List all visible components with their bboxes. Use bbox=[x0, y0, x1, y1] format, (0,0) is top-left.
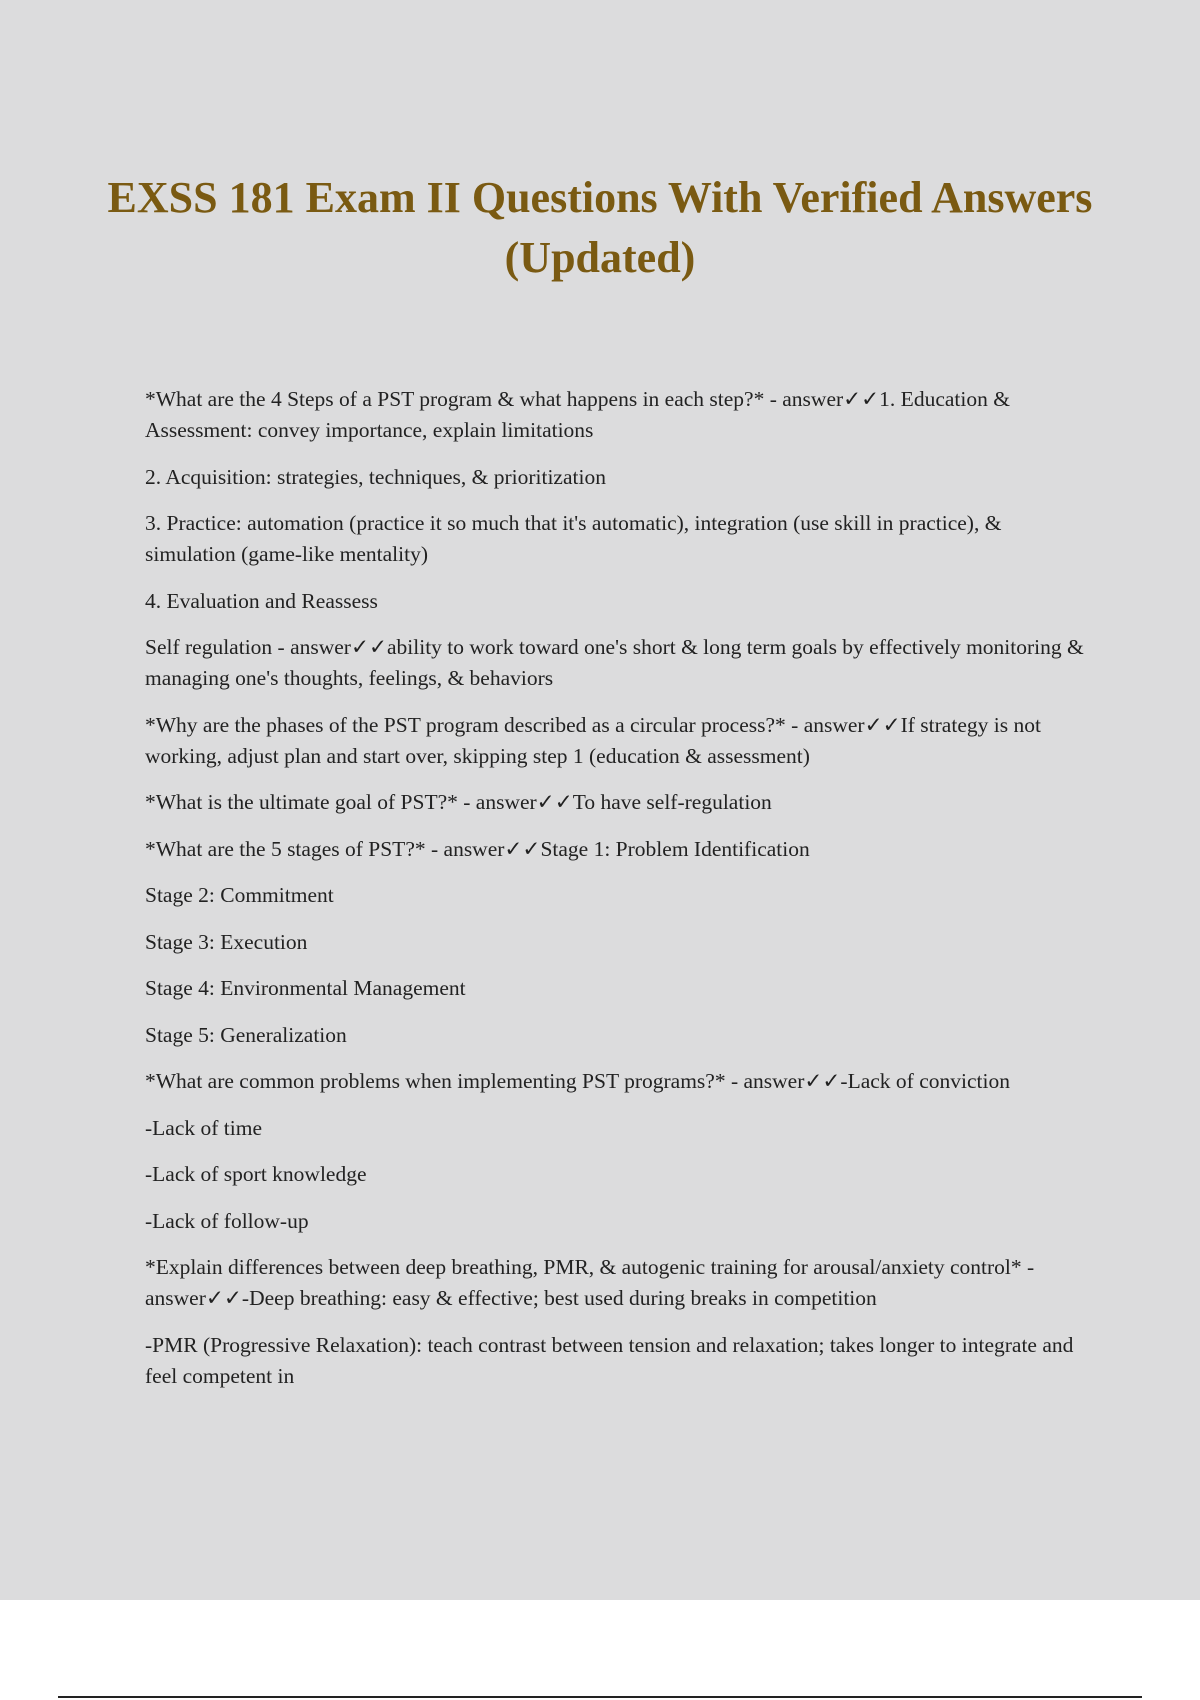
paragraph-8: *What are the 5 stages of PST?* - answer✓✓Stage 1: Problem Identification bbox=[145, 836, 810, 861]
document-body bbox=[145, 384, 1090, 1407]
paragraph-13: *What are common problems when implementing PST programs?* - answer✓✓-Lack of conviction bbox=[145, 1069, 1010, 1093]
paragraph-2: 2. Acquisition: strategies, techniques, & prioritization bbox=[145, 464, 606, 489]
document-title: EXSS 181 Exam II Questions With Verified Answers (Updated) bbox=[107, 173, 1093, 282]
paragraph-18: -PMR (Progressive Relaxation): teach contrast between tension and relaxation; takes longer to integrate and feel competent in bbox=[145, 1332, 1074, 1388]
paragraph-14: -Lack of time bbox=[145, 1115, 263, 1140]
paragraph-10: Stage 3: Execution bbox=[145, 929, 308, 954]
paragraph-11: Stage 4: Environmental Management bbox=[145, 976, 466, 1000]
paragraph-15: -Lack of sport knowledge bbox=[145, 1162, 367, 1186]
paragraph-1: *What are the 4 Steps of a PST program & what happens in each step?* - answer✓✓1. Education & Assessment: convey importance, explain limitations bbox=[145, 387, 1010, 442]
paragraph-9: Stage 2: Commitment bbox=[145, 883, 334, 907]
footer-divider bbox=[58, 1696, 1142, 1698]
paragraph-3: 3. Practice: automation (practice it so much that it's automatic), integration (use skill in practice), & simulation (game-like mentality) bbox=[145, 511, 1002, 566]
paragraph-7: *What is the ultimate goal of PST?* - answer✓✓To have self-regulation bbox=[145, 790, 772, 814]
paragraph-4: 4. Evaluation and Reassess bbox=[145, 588, 378, 613]
paragraph-12: Stage 5: Generalization bbox=[145, 1022, 347, 1047]
paragraph-17: *Explain differences between deep breathing, PMR, & autogenic training for arousal/anxiety control* - answer✓✓-Deep breathing: easy & effective; best used during breaks in competition bbox=[145, 1255, 1035, 1310]
paragraph-16: -Lack of follow-up bbox=[145, 1208, 309, 1233]
paragraph-6: *Why are the phases of the PST program described as a circular process?* - answer✓✓If strategy is not working, adjust plan and start over, skipping step 1 (education & assessment) bbox=[145, 712, 1041, 768]
paragraph-5: Self regulation - answer✓✓ability to work toward one's short & long term goals by effectively monitoring & managing one's thoughts, feelings, & behaviors bbox=[145, 635, 1084, 690]
